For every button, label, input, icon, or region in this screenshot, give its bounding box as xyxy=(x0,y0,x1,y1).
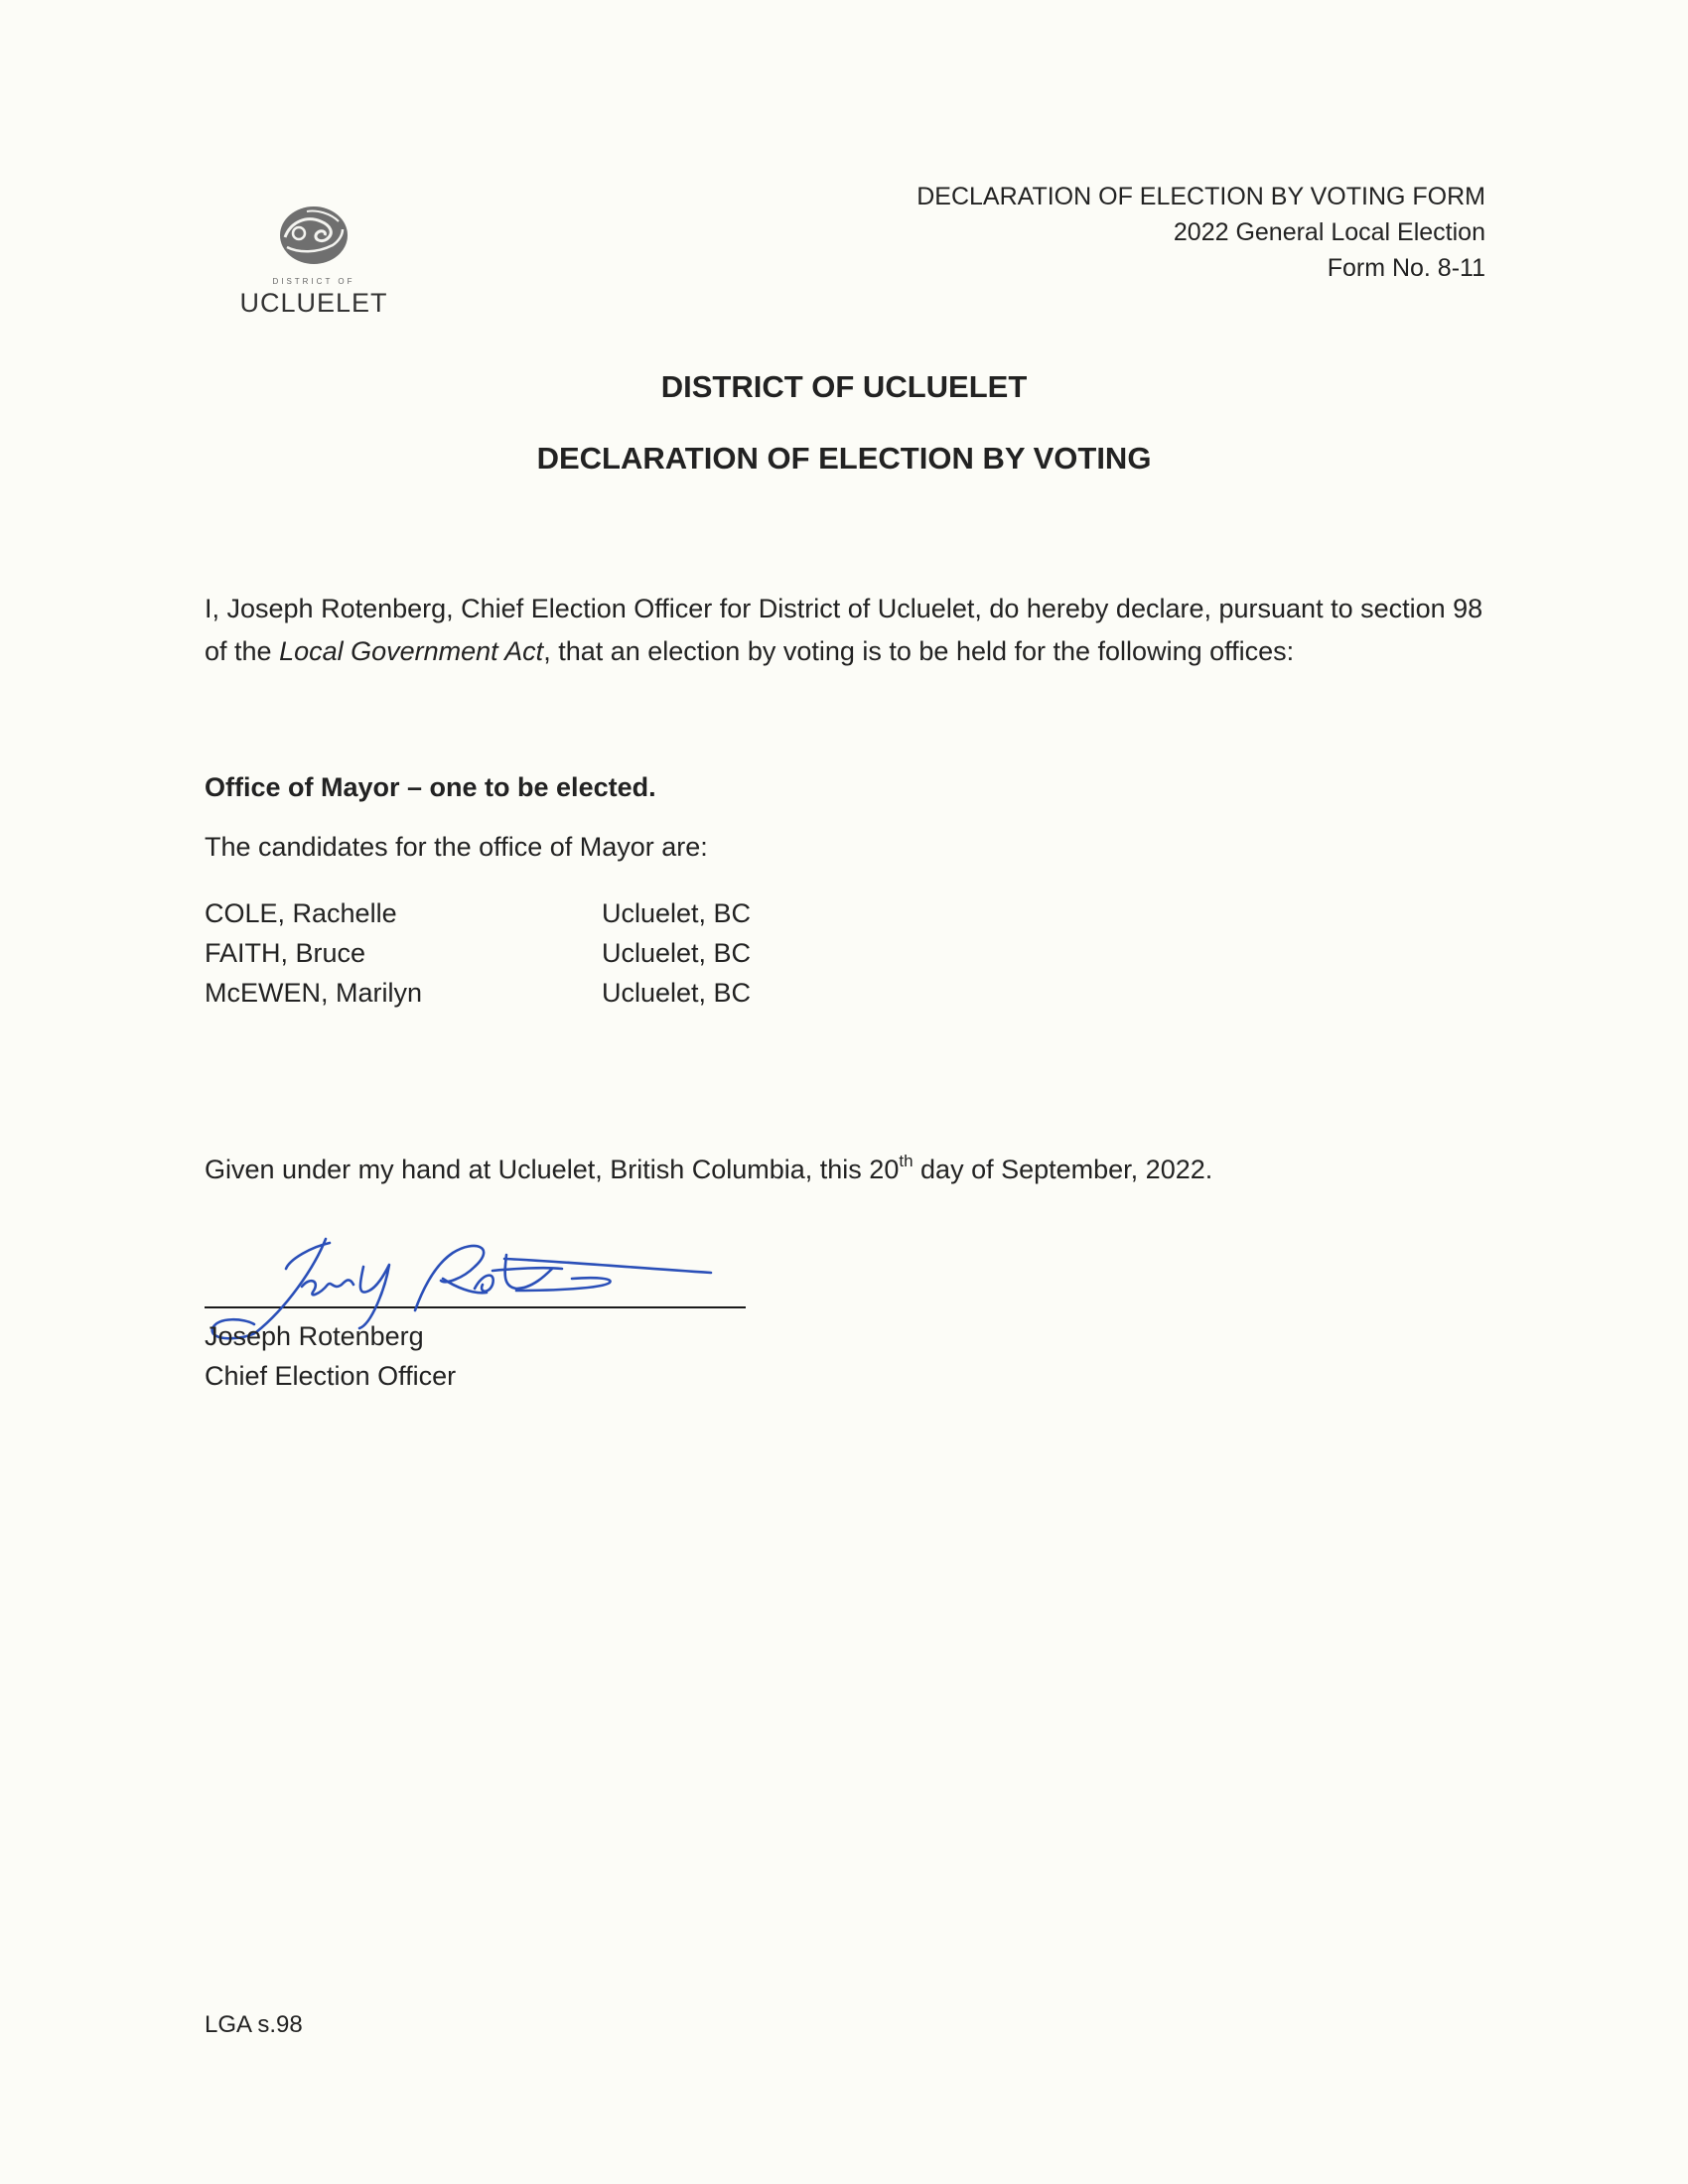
signer-title: Chief Election Officer xyxy=(205,1361,457,1391)
candidate-row xyxy=(205,933,900,973)
legal-reference: LGA s.98 xyxy=(205,2011,303,2038)
form-number: Form No. 8-11 xyxy=(1327,254,1485,282)
declaration-part2: , that an election by voting is to be held for the following offices: xyxy=(543,636,1295,666)
given-statement xyxy=(205,1154,1212,1185)
act-name: Local Government Act xyxy=(279,636,544,666)
declaration-paragraph xyxy=(205,588,1485,673)
office-heading: Office of Mayor – one to be elected. xyxy=(205,772,656,802)
ordinal-suffix: th xyxy=(899,1152,914,1170)
form-type: DECLARATION OF ELECTION BY VOTING FORM xyxy=(916,183,1485,210)
given-prefix: Given under my hand at Ucluelet, British Columbia, this 20 xyxy=(205,1155,900,1184)
district-title: DISTRICT OF UCLUELET xyxy=(660,369,1028,404)
logo-subtitle: DISTRICT OF xyxy=(272,277,355,286)
district-logo xyxy=(224,204,403,319)
form-header xyxy=(916,179,1485,286)
candidates-intro: The candidates for the office of Mayor are: xyxy=(205,832,708,862)
declaration-title: DECLARATION OF ELECTION BY VOTING xyxy=(536,441,1152,476)
logo-name: UCLUELET xyxy=(239,288,388,318)
signer-block xyxy=(205,1316,456,1396)
candidate-name: COLE, Rachelle xyxy=(205,898,397,928)
candidate-name: FAITH, Bruce xyxy=(205,938,366,968)
given-suffix: day of September, 2022. xyxy=(913,1155,1213,1184)
candidate-location: Ucluelet, BC xyxy=(602,898,752,928)
candidate-row xyxy=(205,973,900,1013)
candidate-location: Ucluelet, BC xyxy=(602,938,752,968)
candidate-name: McEWEN, Marilyn xyxy=(205,978,423,1008)
election-name: 2022 General Local Election xyxy=(1173,218,1485,246)
signer-name: Joseph Rotenberg xyxy=(205,1321,424,1351)
candidate-list xyxy=(205,893,900,1013)
declaration-part1: I, Joseph Rotenberg, Chief Election Officer for District of Ucluelet, do hereby declare, pursuant to section 98 of the xyxy=(205,594,1483,666)
candidate-location: Ucluelet, BC xyxy=(602,978,752,1008)
candidate-row xyxy=(205,893,900,933)
wave-emblem-icon xyxy=(277,204,351,267)
